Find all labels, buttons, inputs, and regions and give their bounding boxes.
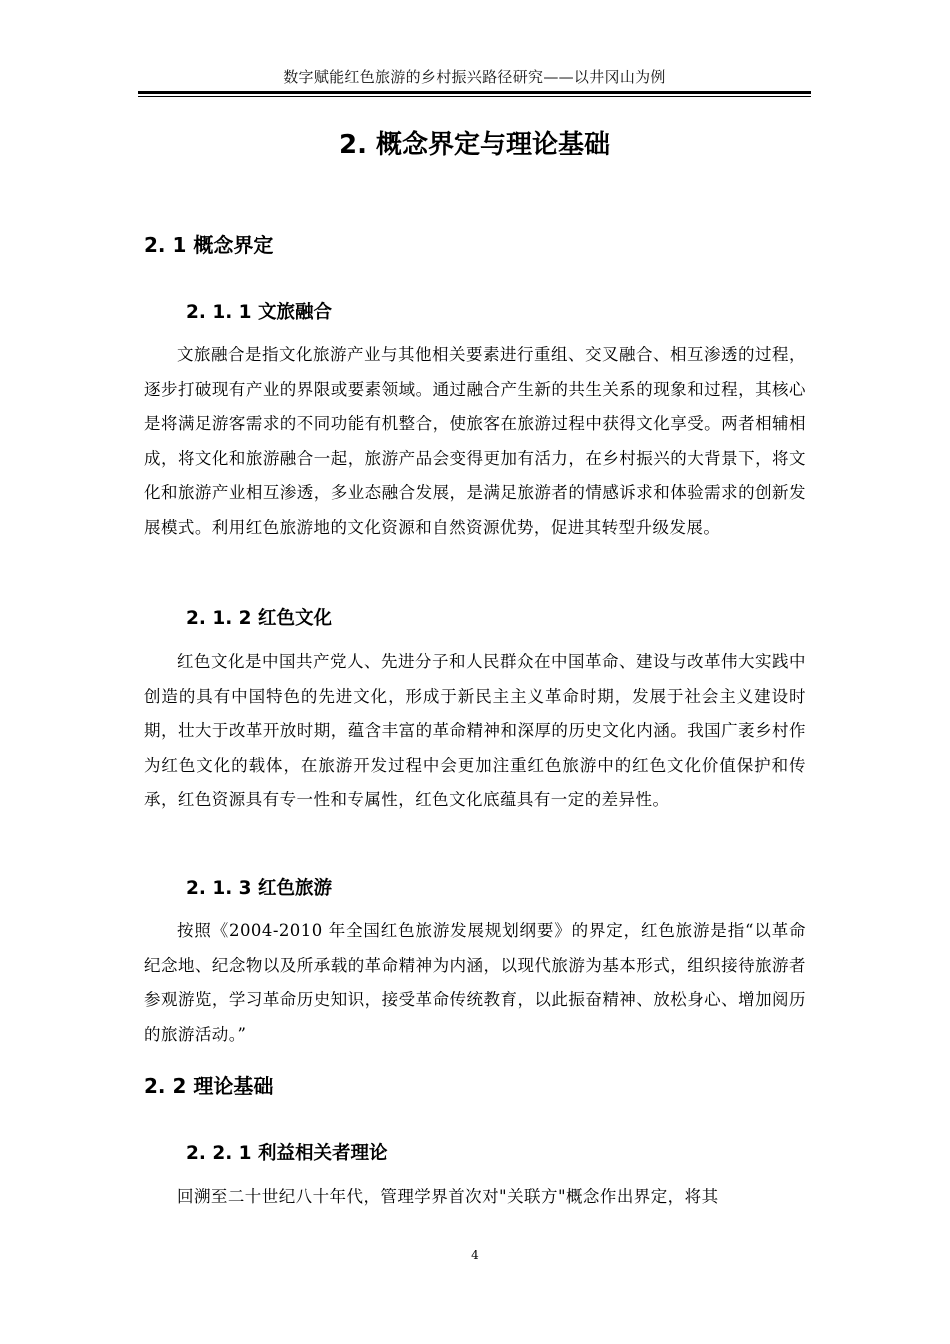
paragraph-2-1-2: 红色文化是中国共产党人、先进分子和人民群众在中国革命、建设与改革伟大实践中创造的具有中国特色的先进文化，形成于新民主主义革命时期，发展于社会主义建设时期，壮大于改革开放时期，蕴含丰富的革命精神和深厚的历史文化内涵。我国广袤乡村作为红色文化的载体，在旅游开发过程中会更加注重红色旅游中的红色文化价值保护和传承，红色资源具有专一性和专属性，红色文化底蕴具有一定的差异性。 xyxy=(144,652,806,809)
subsection-heading-2-1-2: 2. 1. 2 红色文化 xyxy=(186,608,332,629)
paragraph-2-1-3: 按照《2004-2010 年全国红色旅游发展规划纲要》的界定，红色旅游是指“以革命纪念地、纪念物以及所承载的革命精神为内涵，以现代旅游为基本形式，组织接待旅游者参观游览，学习革命历史知识，接受革命传统教育，以此振奋精神、放松身心、增加阅历的旅游活动。” xyxy=(144,921,806,1044)
subsection-heading-2-2-1: 2. 2. 1 利益相关者理论 xyxy=(186,1143,388,1164)
chapter-title: 2. 概念界定与理论基础 xyxy=(338,130,611,160)
paragraph-2-2-1: 回溯至二十世纪八十年代，管理学界首次对"关联方"概念作出界定，将其 xyxy=(177,1187,719,1206)
subsection-heading-2-1-1: 2. 1. 1 文旅融合 xyxy=(186,302,332,323)
section-heading-2-1: 2. 1 概念界定 xyxy=(144,233,274,257)
header-rule-thick xyxy=(138,91,811,94)
header-rule-thin xyxy=(138,96,811,97)
section-heading-2-2: 2. 2 理论基础 xyxy=(144,1074,274,1098)
page-number: 4 xyxy=(471,1248,479,1262)
paragraph-2-1-1: 文旅融合是指文化旅游产业与其他相关要素进行重组、交叉融合、相互渗透的过程，逐步打破现有产业的界限或要素领域。通过融合产生新的共生关系的现象和过程，其核心是将满足游客需求的不同功能有机整合，使旅客在旅游过程中获得文化享受。两者相辅相成，将文化和旅游融合一起，旅游产品会变得更加有活力，在乡村振兴的大背景下，将文化和旅游产业相互渗透，多业态融合发展，是满足旅游者的情感诉求和体验需求的创新发展模式。利用红色旅游地的文化资源和自然资源优势，促进其转型升级发展。 xyxy=(144,345,806,537)
running-header: 数字赋能红色旅游的乡村振兴路径研究——以井冈山为例 xyxy=(283,68,666,86)
subsection-heading-2-1-3: 2. 1. 3 红色旅游 xyxy=(186,878,332,899)
